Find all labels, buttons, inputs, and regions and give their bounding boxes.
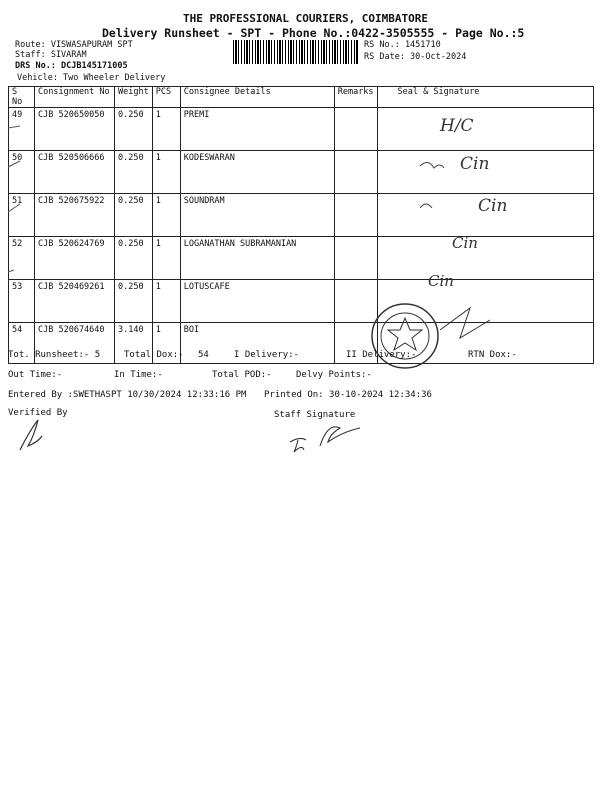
col-consignment: Consignment No — [35, 87, 115, 108]
col-weight: Weight — [115, 87, 153, 108]
row-consignment: CJB 520624769 — [35, 237, 115, 280]
total-dox-label: Total Dox:- — [124, 350, 184, 360]
col-pcs: PCS — [152, 87, 180, 108]
handwritten-mark: Cin — [428, 272, 454, 290]
staff-label: Staff: SIVARAM — [15, 50, 87, 60]
ii-delivery: II Delivery:- — [346, 350, 417, 360]
route-label: Route: VISWASAPURAM SPT — [15, 40, 133, 50]
row-sno: 50 — [9, 151, 35, 194]
row-consignee: SOUNDRAM — [180, 194, 334, 237]
row-weight: 0.250 — [115, 151, 153, 194]
row-sno: 49 — [9, 108, 35, 151]
col-sno: S No — [9, 87, 35, 108]
row-consignee: LOTUSCAFE — [180, 280, 334, 323]
drs-number: DRS No.: DCJB145171005 — [15, 61, 128, 71]
row-weight: 3.140 — [115, 323, 153, 364]
tot-runsheet: Tot. Runsheet:- 5 — [8, 350, 101, 360]
row-pcs: 1 — [152, 108, 180, 151]
row-consignment: CJB 520506666 — [35, 151, 115, 194]
vehicle-label: Vehicle: Two Wheeler Delivery — [17, 73, 166, 83]
row-consignee: LOGANATHAN SUBRAMANIAN — [180, 237, 334, 280]
row-sno: 51 — [9, 194, 35, 237]
col-seal-signature: Seal & Signature — [377, 87, 593, 108]
row-sno: 54 — [9, 323, 35, 364]
row-pcs: 1 — [152, 280, 180, 323]
total-dox-value: 54 — [198, 350, 209, 360]
row-consignee: PREMI — [180, 108, 334, 151]
row-weight: 0.250 — [115, 237, 153, 280]
row-consignment: CJB 520675922 — [35, 194, 115, 237]
rs-date: RS Date: 30-Oct-2024 — [364, 52, 467, 62]
handwritten-mark: Cin — [452, 234, 478, 252]
col-consignee: Consignee Details — [180, 87, 334, 108]
row-pcs: 1 — [152, 237, 180, 280]
printed-on: Printed On: 30-10-2024 12:34:36 — [264, 390, 432, 400]
rs-number: RS No.: 1451710 — [364, 40, 441, 50]
row-pcs: 1 — [152, 194, 180, 237]
verified-by-label: Verified By — [8, 408, 68, 418]
row-sno: 53 — [9, 280, 35, 323]
rtn-dox: RTN Dox:- — [468, 350, 517, 360]
row-consignment: CJB 520650050 — [35, 108, 115, 151]
delvy-points: Delvy Points:- — [296, 370, 372, 380]
row-consignment: CJB 520469261 — [35, 280, 115, 323]
total-pod: Total POD:- — [212, 370, 272, 380]
handwritten-mark: H/C — [440, 116, 474, 136]
handwritten-mark: Cin — [460, 154, 490, 174]
company-title: THE PROFESSIONAL COURIERS, COIMBATORE — [183, 12, 429, 25]
row-weight: 0.250 — [115, 280, 153, 323]
out-time: Out Time:- — [8, 370, 63, 380]
row-consignment: CJB 520674640 — [35, 323, 115, 364]
handwritten-mark: Cin — [478, 196, 508, 216]
entered-by: Entered By :SWETHASPT 10/30/2024 12:33:16 PM — [8, 390, 247, 400]
col-remarks: Remarks — [334, 87, 377, 108]
in-time: In Time:- — [114, 370, 163, 380]
row-weight: 0.250 — [115, 194, 153, 237]
row-weight: 0.250 — [115, 108, 153, 151]
staff-signature-label: Staff Signature — [274, 410, 356, 420]
row-consignee: KODESWARAN — [180, 151, 334, 194]
row-pcs: 1 — [152, 323, 180, 364]
row-pcs: 1 — [152, 151, 180, 194]
i-delivery: I Delivery:- — [234, 350, 300, 360]
row-sno: 52 — [9, 237, 35, 280]
row-consignee: BOI — [180, 323, 334, 364]
runsheet-title: Delivery Runsheet - SPT - Phone No.:0422-3505555 - Page No.:5 — [102, 26, 525, 40]
